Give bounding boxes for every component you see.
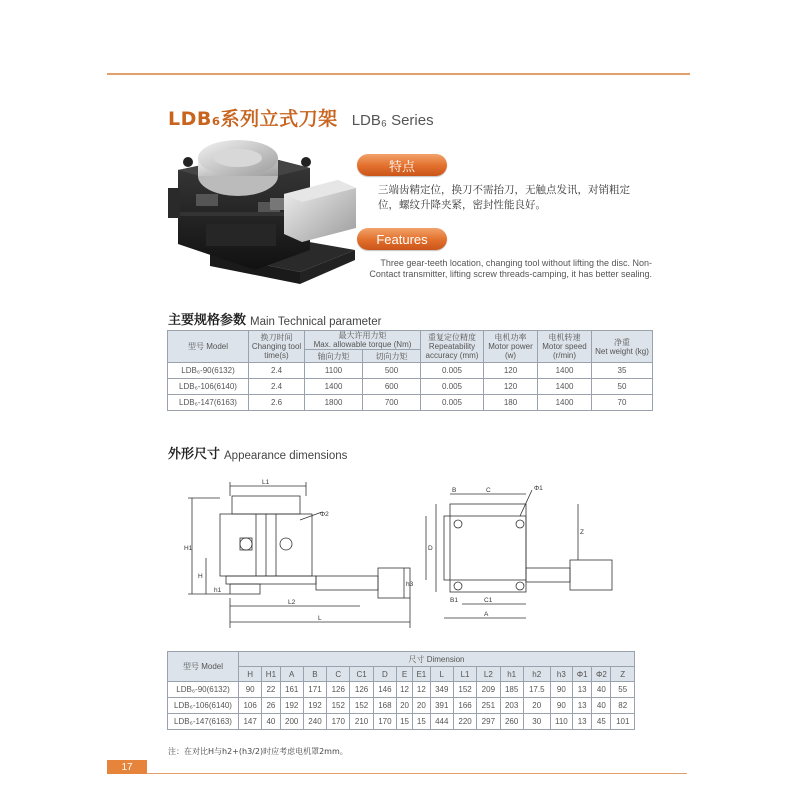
table-cell: 20 (413, 698, 431, 714)
label-h3: h3 (406, 581, 414, 588)
dimensions-header-dimension: 尺寸 Dimension (239, 652, 635, 667)
dim-col-header: C (327, 667, 350, 682)
dim-col-header: B (303, 667, 326, 682)
table-cell: LDB₆-90(6132) (168, 363, 249, 379)
table-cell: 101 (611, 714, 635, 730)
table-cell: 220 (453, 714, 476, 730)
label-phi1: Φ1 (534, 485, 543, 492)
header-time-cn: 换刀时间 (260, 333, 293, 342)
table-cell: 90 (550, 682, 572, 698)
bottom-divider (147, 773, 687, 774)
label-C1: C1 (484, 597, 493, 604)
label-B: B (452, 487, 457, 494)
table-cell: 168 (373, 698, 396, 714)
header-accuracy-en: Repeatability accuracy (mm) (425, 342, 479, 360)
dim-col-header: A (280, 667, 303, 682)
table-cell: 50 (592, 379, 653, 395)
params-header-accuracy (421, 331, 484, 363)
table-cell: 0.005 (421, 395, 484, 411)
label-L: L (318, 615, 322, 622)
table-cell: 152 (327, 698, 350, 714)
table-cell: 1400 (538, 379, 592, 395)
page-title (168, 101, 434, 131)
page-number: 17 (107, 760, 147, 774)
table-cell: 1400 (538, 395, 592, 411)
table-row (168, 363, 653, 379)
table-cell: 0.005 (421, 379, 484, 395)
label-H: H (198, 573, 203, 580)
table-cell: 30 (523, 714, 550, 730)
table-cell: 185 (500, 682, 523, 698)
table-cell: 22 (262, 682, 280, 698)
table-cell: 240 (303, 714, 326, 730)
table-cell: 110 (550, 714, 572, 730)
table-cell: 90 (239, 682, 262, 698)
title-chinese: LDB₆系列立式刀架 (168, 108, 338, 130)
table-cell: LDB₆-106(6140) (168, 698, 239, 714)
title-english: LDB₆ Series (351, 112, 434, 129)
header-speed-cn: 电机转速 (548, 333, 581, 342)
label-Z: Z (580, 529, 584, 536)
table-cell: 40 (262, 714, 280, 730)
header-power-cn: 电机功率 (494, 333, 527, 342)
table-cell: 15 (413, 714, 431, 730)
table-cell: 152 (453, 682, 476, 698)
table-cell: 126 (327, 682, 350, 698)
dim-col-header: E1 (413, 667, 431, 682)
table-cell: LDB₆-90(6132) (168, 682, 239, 698)
table-cell: 0.005 (421, 363, 484, 379)
table-cell: 40 (592, 682, 611, 698)
params-header-weight (592, 331, 653, 363)
table-cell: 15 (397, 714, 413, 730)
table-cell: 391 (430, 698, 453, 714)
table-cell: LDB₆-147(6163) (168, 714, 239, 730)
table-cell: 13 (573, 682, 592, 698)
label-B1: B1 (450, 597, 458, 604)
table-cell: 40 (592, 698, 611, 714)
table-cell: 209 (477, 682, 500, 698)
table-cell: 203 (500, 698, 523, 714)
table-cell: 55 (611, 682, 635, 698)
table-cell: 2.4 (249, 363, 305, 379)
dimensions-title-en: Appearance dimensions (224, 450, 348, 462)
header-speed-en: Motor speed (r/min) (542, 342, 587, 360)
params-section-title (168, 309, 381, 328)
dim-col-header: L2 (477, 667, 500, 682)
params-title-cn: 主要规格参数 (168, 313, 247, 328)
tool-post-photo (160, 132, 360, 287)
label-D: D (428, 545, 433, 552)
table-cell: 120 (484, 379, 538, 395)
dim-col-header: L (430, 667, 453, 682)
table-cell: LDB₆-147(6163) (168, 395, 249, 411)
table-cell: 251 (477, 698, 500, 714)
header-accuracy-cn: 重复定位精度 (428, 333, 476, 342)
params-header-axial: 轴向力矩 (305, 350, 363, 363)
dim-col-header: E (397, 667, 413, 682)
dim-col-header: h2 (523, 667, 550, 682)
table-row (168, 395, 653, 411)
table-cell: 171 (303, 682, 326, 698)
table-cell: 106 (239, 698, 262, 714)
table-cell: LDB₆-106(6140) (168, 379, 249, 395)
dimensions-table (167, 651, 635, 730)
table-cell: 192 (303, 698, 326, 714)
label-L2: L2 (288, 599, 296, 606)
header-torque-cn: 最大许用力矩 (338, 331, 387, 340)
dimensions-header-model: 型号 Model (168, 652, 239, 682)
table-cell: 147 (239, 714, 262, 730)
header-weight-en: Net weight (kg) (595, 346, 649, 356)
table-cell: 90 (550, 698, 572, 714)
dimensions-title-cn: 外形尺寸 (168, 447, 221, 462)
params-header-time (249, 331, 305, 363)
table-cell: 192 (280, 698, 303, 714)
header-weight-cn: 净重 (614, 337, 630, 347)
table-cell: 600 (363, 379, 421, 395)
table-cell: 170 (327, 714, 350, 730)
params-header-power (484, 331, 538, 363)
table-cell: 166 (453, 698, 476, 714)
table-cell: 17.5 (523, 682, 550, 698)
dim-col-header: h1 (500, 667, 523, 682)
table-cell: 146 (373, 682, 396, 698)
dimension-drawing (170, 468, 640, 633)
table-row (168, 682, 635, 698)
table-cell: 2.4 (249, 379, 305, 395)
params-title-en: Main Technical parameter (250, 316, 382, 328)
table-cell: 45 (592, 714, 611, 730)
features-label-en: Features (357, 228, 447, 250)
table-cell: 200 (280, 714, 303, 730)
table-cell: 349 (430, 682, 453, 698)
header-power-en: Motor power (w) (488, 342, 533, 360)
table-cell: 444 (430, 714, 453, 730)
table-cell: 2.6 (249, 395, 305, 411)
dim-col-header: h3 (550, 667, 572, 682)
params-header-model: 型号 Model (168, 331, 249, 363)
table-cell: 161 (280, 682, 303, 698)
params-header-speed (538, 331, 592, 363)
dim-col-header: C1 (350, 667, 373, 682)
table-cell: 35 (592, 363, 653, 379)
params-header-torque (305, 331, 421, 350)
features-text-cn: 三端齿精定位，换刀不需抬刀，无触点发讯，对销粗定位，螺纹升降夹紧，密封性能良好。 (378, 184, 630, 211)
table-cell: 20 (523, 698, 550, 714)
table-row (168, 714, 635, 730)
table-cell: 126 (350, 682, 373, 698)
table-row (168, 698, 635, 714)
table-cell: 70 (592, 395, 653, 411)
footnote: 注：在对比H与h2+(h3/2)时应考虑电机罩2mm。 (168, 747, 348, 756)
table-cell: 210 (350, 714, 373, 730)
params-header-tangential: 切向力矩 (363, 350, 421, 363)
table-cell: 12 (413, 682, 431, 698)
dimensions-section-title (168, 443, 347, 462)
label-h1: h1 (214, 587, 222, 594)
table-cell: 500 (363, 363, 421, 379)
top-divider (107, 73, 690, 75)
features-text-en: Three gear-teeth location, changing tool without lifting the disc. Non-Contact transmitter, lifting screw threads-camping, it has better sealing. (369, 258, 652, 279)
table-cell: 120 (484, 363, 538, 379)
label-C: C (486, 487, 491, 494)
table-cell: 12 (397, 682, 413, 698)
label-H1: H1 (184, 545, 193, 552)
params-table (167, 330, 653, 411)
table-cell: 700 (363, 395, 421, 411)
table-cell: 1800 (305, 395, 363, 411)
table-cell: 20 (397, 698, 413, 714)
label-phi2: Φ2 (320, 511, 329, 518)
table-cell: 1100 (305, 363, 363, 379)
label-A: A (484, 611, 489, 618)
dim-col-header: L1 (453, 667, 476, 682)
dim-col-header: Z (611, 667, 635, 682)
table-cell: 1400 (305, 379, 363, 395)
table-cell: 180 (484, 395, 538, 411)
dim-col-header: Φ2 (592, 667, 611, 682)
label-L1: L1 (262, 479, 270, 486)
dim-col-header: H1 (262, 667, 280, 682)
table-cell: 1400 (538, 363, 592, 379)
dim-col-header: Φ1 (573, 667, 592, 682)
table-cell: 297 (477, 714, 500, 730)
table-cell: 260 (500, 714, 523, 730)
table-cell: 13 (573, 714, 592, 730)
features-label-cn: 特点 (357, 154, 447, 176)
header-torque-en: Max. allowable torque (Nm) (313, 340, 412, 349)
table-cell: 13 (573, 698, 592, 714)
table-cell: 26 (262, 698, 280, 714)
dim-col-header: H (239, 667, 262, 682)
table-row (168, 379, 653, 395)
table-cell: 82 (611, 698, 635, 714)
header-time-en: Changing tool time(s) (251, 342, 302, 360)
dim-col-header: D (373, 667, 396, 682)
table-cell: 170 (373, 714, 396, 730)
table-cell: 152 (350, 698, 373, 714)
